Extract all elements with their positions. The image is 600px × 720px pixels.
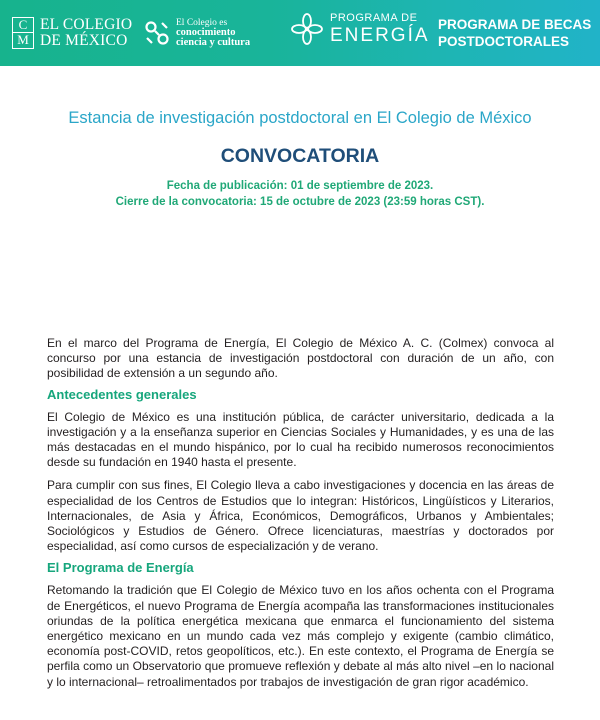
programa-paragraph-1: Retomando la tradición que El Colegio de México tuvo en los años ochenta con el Programa de Energéticos, el nuevo Programa de Energía acompaña las transformaciones institucionales oriundas de la política energética mexicana que enmarca el funcionamiento del sistema energético mexicano en un mundo cada vez más complejo y exigente (cambio climático, economía post-COVID, retos geopolíticos, etc.). En este contexto, el Programa de Energía se perfila como un Observatorio que promueve reflexión y debate al más alto nivel –en lo nacional y lo internacional– retroalimentados por trabajos de investigación de gran rigor académico.: [47, 583, 554, 689]
ecc-wordmark: El Colegio es conocimiento ciencia y cultura: [176, 18, 251, 48]
closing-date: Cierre de la convocatoria: 15 de octubre de 2023 (23:59 horas CST).: [115, 196, 485, 208]
energy-flower-icon: [290, 12, 324, 46]
document-body: [47, 336, 554, 690]
intro-paragraph: En el marco del Programa de Energía, El Colegio de México A. C. (Colmex) convoca al concurso por una estancia de investigación postdoctoral con duración de un año, con posibilidad de extensión a un segundo año.: [47, 336, 554, 381]
section-heading-antecedentes: Antecedentes generales: [47, 386, 197, 402]
convocatoria-heading: CONVOCATORIA: [220, 145, 380, 167]
colmex-logo: [12, 17, 132, 49]
colmex-line1: EL COLEGIO: [40, 16, 133, 33]
becas-postdoctorales-label: PROGRAMA DE BECAS POSTDOCTORALES: [438, 17, 592, 49]
document-title: Estancia de investigación postdoctoral en El Colegio de México: [68, 109, 532, 127]
section-heading-programa: El Programa de Energía: [47, 560, 194, 576]
antecedentes-paragraph-1: El Colegio de México es una institución pública, de carácter universitario, dedicada a la investigación y a la enseñanza superior en Ciencias Sociales y Humanidades, y es una de las más destacadas en el mundo hispánico, por lo cual ha recibido numerosos reconocimientos desde su fundación en 1940 hasta el presente.: [47, 409, 554, 470]
links-icon: [144, 20, 170, 46]
ecc-logo: [144, 18, 250, 48]
header-banner: [0, 0, 600, 66]
energia-wordmark: PROGRAMA DE ENERGÍA: [330, 12, 430, 46]
antecedentes-paragraph-2: Para cumplir con sus fines, El Colegio lleva a cabo investigaciones y docencia en las áreas de especialidad de los Centros de Estudios que lo integran: Históricos, Lingüísticos y Literarios, Internacionales, de Asia y África, Económicos, Demográficos, Urbanos y Ambientales; Sociológicos y Estudios de Género. Ofrece licenciaturas, maestrías y doctorados por especialidad, así como cursos de especialización y de verano.: [47, 478, 554, 554]
colmex-line2: DE MÉXICO: [40, 32, 128, 49]
colmex-wordmark: [40, 17, 132, 49]
cm-monogram-icon: C M: [12, 17, 34, 49]
programa-energia-logo: [290, 12, 430, 46]
publication-date: Fecha de publicación: 01 de septiembre de 2023.: [166, 180, 434, 192]
dates-block: [0, 178, 600, 210]
